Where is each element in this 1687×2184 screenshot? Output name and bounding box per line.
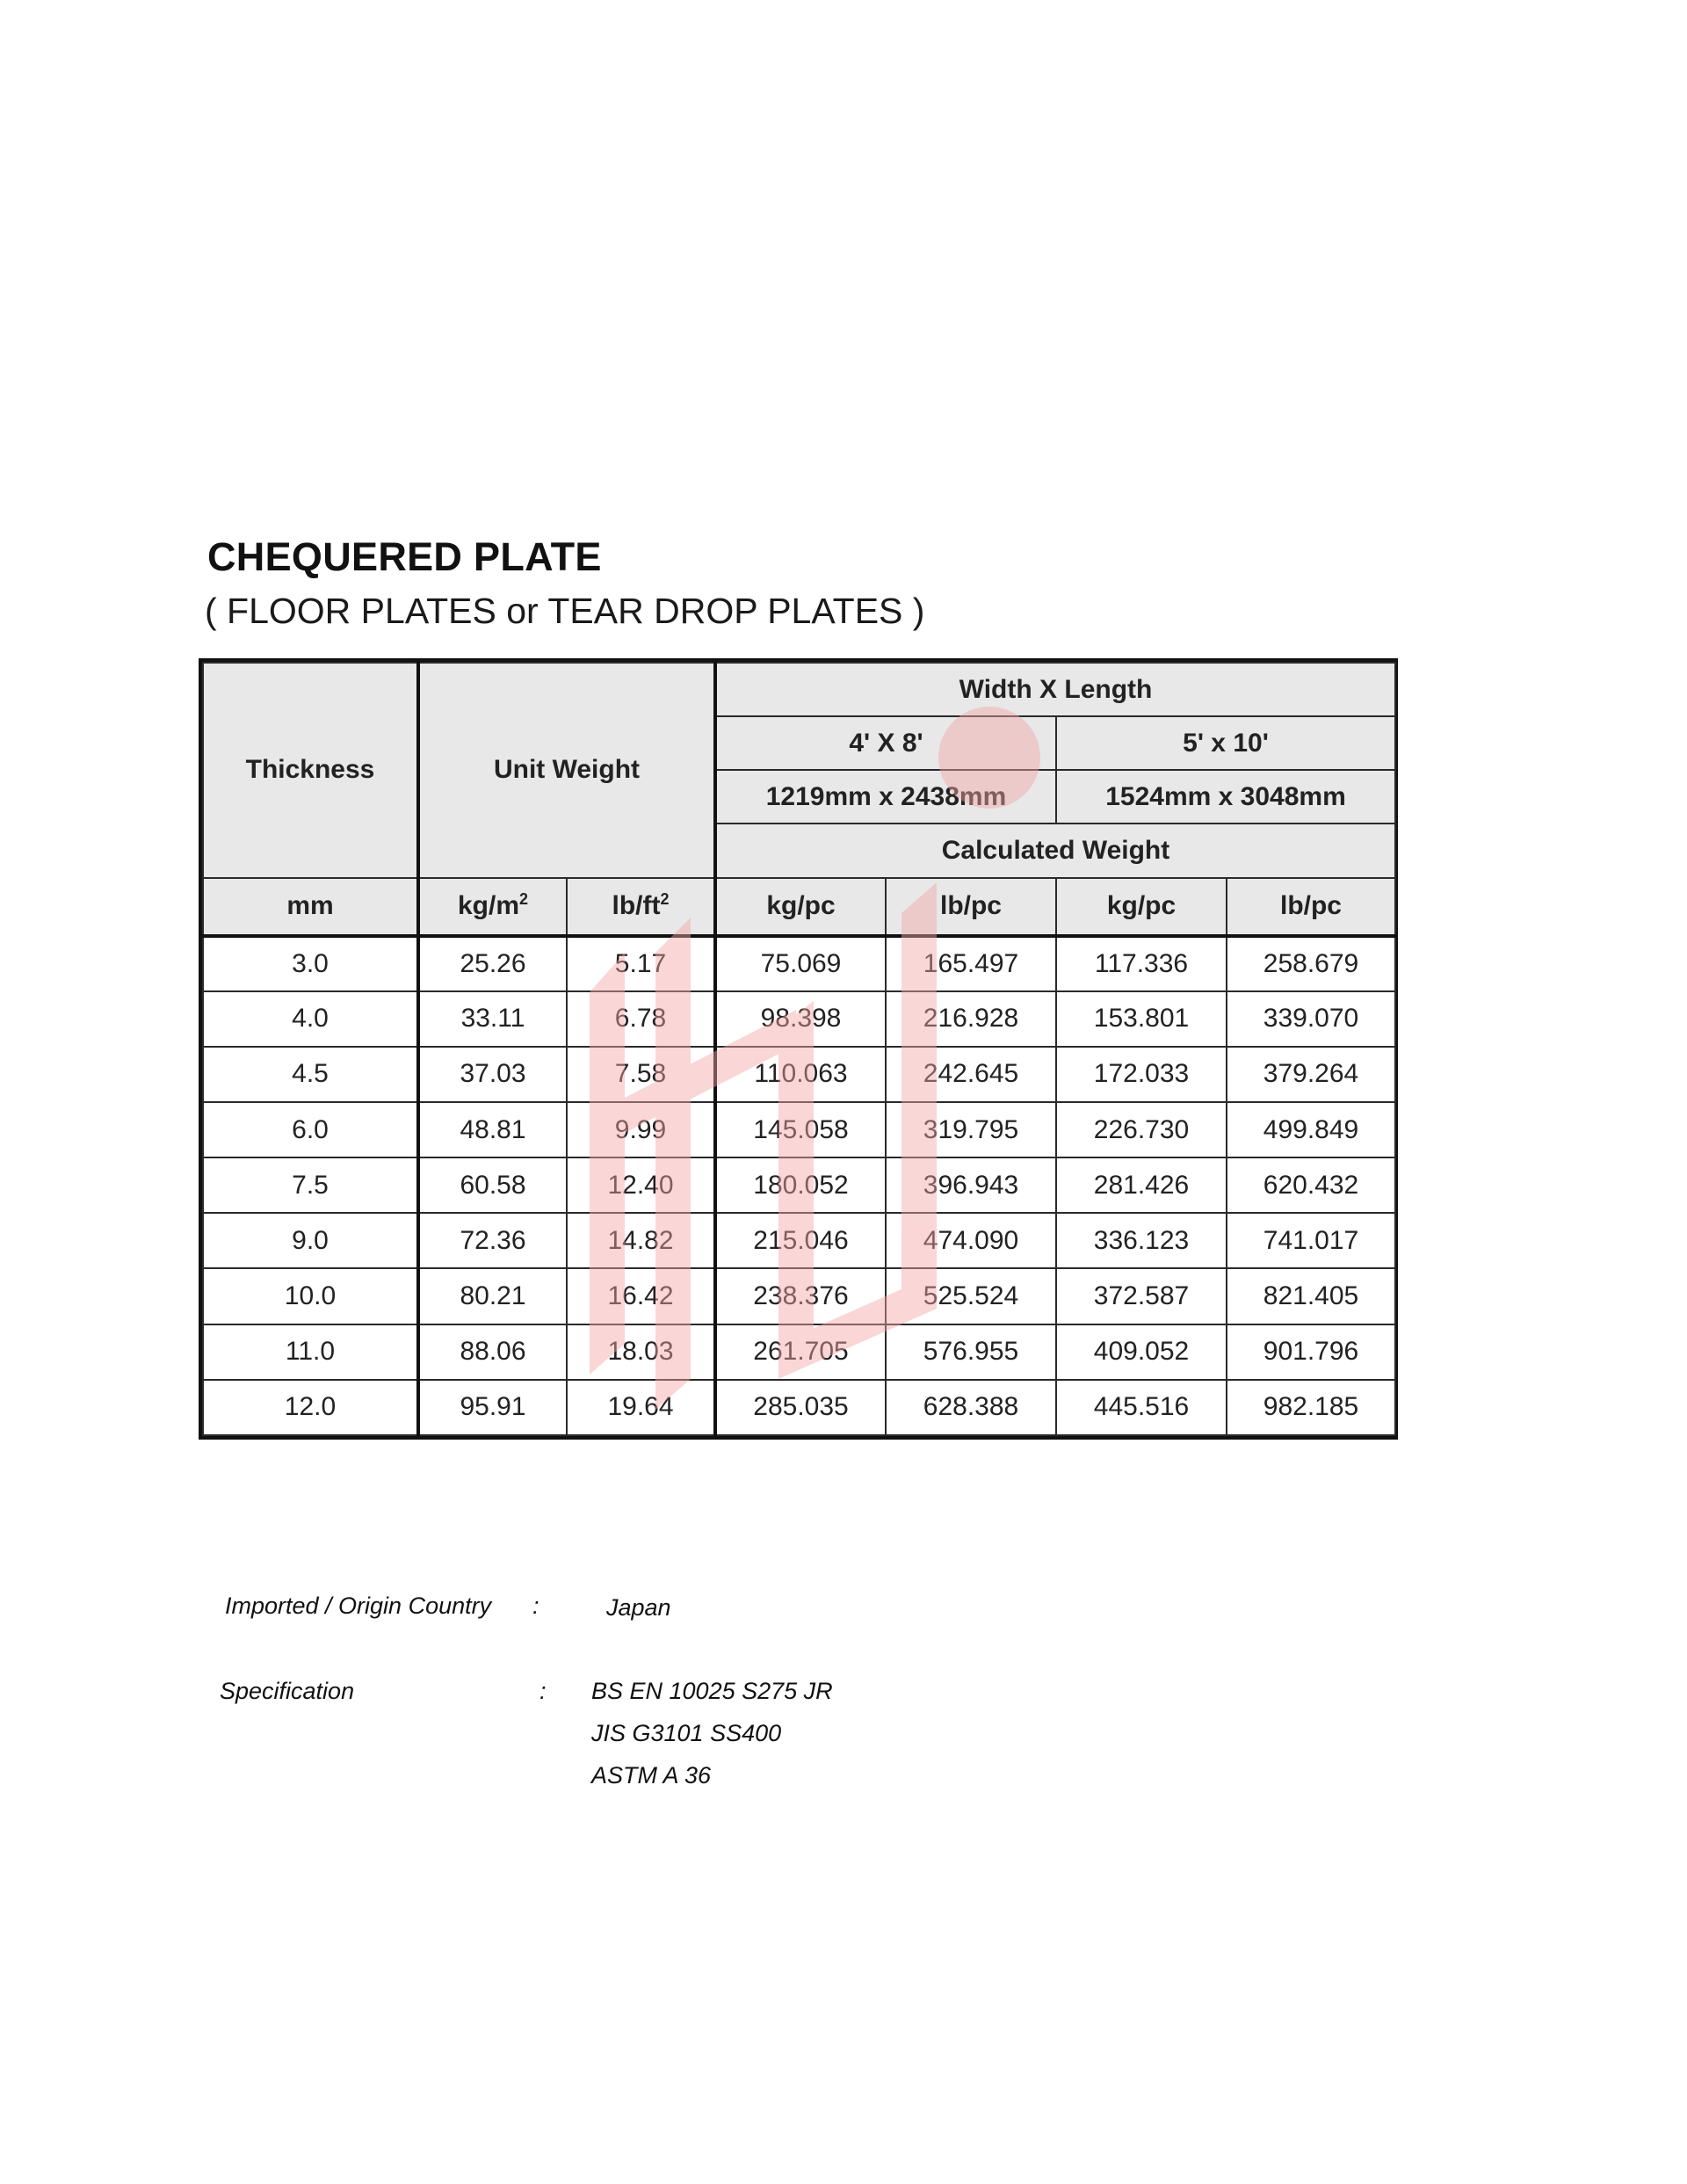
weight-table-container: [199, 658, 1398, 1440]
table-row: [203, 1157, 1395, 1213]
cell-b-lb: 499.849: [1227, 1102, 1395, 1157]
table-row: [203, 1268, 1395, 1324]
table-row: [203, 991, 1395, 1047]
cell-thickness: 11.0: [203, 1324, 418, 1380]
cell-b-kg: 172.033: [1056, 1047, 1227, 1102]
cell-thickness: 7.5: [203, 1157, 418, 1213]
cell-b-kg: 372.587: [1056, 1268, 1227, 1324]
cell-b-kg: 117.336: [1056, 936, 1227, 991]
cell-lb-ft2: 5.17: [567, 936, 715, 991]
cell-a-lb: 242.645: [886, 1047, 1056, 1102]
cell-a-lb: 576.955: [886, 1324, 1056, 1380]
cell-b-lb: 741.017: [1227, 1213, 1395, 1268]
cell-kg-m2: 60.58: [418, 1157, 567, 1213]
header-unit-weight: Unit Weight: [418, 663, 715, 878]
header-size-b-mm: 1524mm x 3048mm: [1056, 770, 1395, 824]
cell-a-kg: 261.705: [715, 1324, 886, 1380]
cell-lb-ft2: 9.99: [567, 1102, 715, 1157]
cell-a-lb: 474.090: [886, 1213, 1056, 1268]
table-row: [203, 1324, 1395, 1380]
header-calculated-weight: Calculated Weight: [715, 824, 1395, 877]
cell-a-lb: 525.524: [886, 1268, 1056, 1324]
cell-a-kg: 75.069: [715, 936, 886, 991]
cell-kg-m2: 33.11: [418, 991, 567, 1047]
unit-kg-per-m2-exp: 2: [519, 890, 529, 909]
page-title: CHEQUERED PLATE: [207, 534, 602, 579]
cell-thickness: 4.0: [203, 991, 418, 1047]
cell-thickness: 10.0: [203, 1268, 418, 1324]
specification-value: ASTM A 36: [591, 1762, 712, 1789]
cell-a-kg: 145.058: [715, 1102, 886, 1157]
unit-lb-per-ft2-base: lb/ft: [612, 891, 661, 921]
cell-b-lb: 339.070: [1227, 991, 1395, 1047]
cell-b-kg: 226.730: [1056, 1102, 1227, 1157]
table-row: [203, 1047, 1395, 1102]
cell-lb-ft2: 7.58: [567, 1047, 715, 1102]
cell-kg-m2: 25.26: [418, 936, 567, 991]
header-size-a-ft: 4' X 8': [715, 716, 1056, 770]
cell-kg-m2: 37.03: [418, 1047, 567, 1102]
cell-b-lb: 982.185: [1227, 1380, 1395, 1435]
table-row: [203, 1213, 1395, 1268]
cell-kg-m2: 88.06: [418, 1324, 567, 1380]
cell-a-kg: 180.052: [715, 1157, 886, 1213]
cell-lb-ft2: 14.82: [567, 1213, 715, 1268]
unit-kg-per-m2: [418, 878, 567, 936]
cell-thickness: 12.0: [203, 1380, 418, 1435]
cell-lb-ft2: 6.78: [567, 991, 715, 1047]
origin-label: Imported / Origin Country: [225, 1593, 492, 1619]
specification-colon: :: [539, 1678, 547, 1704]
header-size-a-mm: 1219mm x 2438mm: [715, 770, 1056, 824]
cell-lb-ft2: 12.40: [567, 1157, 715, 1213]
cell-b-lb: 620.432: [1227, 1157, 1395, 1213]
cell-lb-ft2: 19.64: [567, 1380, 715, 1435]
cell-thickness: 6.0: [203, 1102, 418, 1157]
cell-b-lb: 821.405: [1227, 1268, 1395, 1324]
cell-thickness: 4.5: [203, 1047, 418, 1102]
cell-a-kg: 215.046: [715, 1213, 886, 1268]
specification-value: JIS G3101 SS400: [591, 1720, 782, 1746]
cell-kg-m2: 48.81: [418, 1102, 567, 1157]
table-row: [203, 1380, 1395, 1435]
cell-a-kg: 110.063: [715, 1047, 886, 1102]
cell-lb-ft2: 18.03: [567, 1324, 715, 1380]
cell-kg-m2: 95.91: [418, 1380, 567, 1435]
specification-value: BS EN 10025 S275 JR: [591, 1678, 833, 1704]
cell-a-lb: 319.795: [886, 1102, 1056, 1157]
unit-b-lb-per-pc: lb/pc: [1227, 878, 1395, 936]
unit-b-kg-per-pc: kg/pc: [1056, 878, 1227, 936]
origin-colon: :: [532, 1593, 539, 1619]
cell-b-lb: 258.679: [1227, 936, 1395, 991]
specification-label: Specification: [220, 1678, 355, 1704]
cell-b-lb: 379.264: [1227, 1047, 1395, 1102]
unit-a-kg-per-pc: kg/pc: [715, 878, 886, 936]
cell-b-lb: 901.796: [1227, 1324, 1395, 1380]
cell-a-kg: 98.398: [715, 991, 886, 1047]
header-size-b-ft: 5' x 10': [1056, 716, 1395, 770]
table-row: [203, 1102, 1395, 1157]
cell-b-kg: 409.052: [1056, 1324, 1227, 1380]
cell-a-lb: 628.388: [886, 1380, 1056, 1435]
cell-thickness: 9.0: [203, 1213, 418, 1268]
origin-value: Japan: [606, 1594, 671, 1621]
header-thickness: Thickness: [203, 663, 418, 878]
cell-kg-m2: 72.36: [418, 1213, 567, 1268]
unit-a-lb-per-pc: lb/pc: [886, 878, 1056, 936]
cell-a-kg: 238.376: [715, 1268, 886, 1324]
cell-a-lb: 165.497: [886, 936, 1056, 991]
cell-kg-m2: 80.21: [418, 1268, 567, 1324]
cell-a-lb: 216.928: [886, 991, 1056, 1047]
unit-kg-per-m2-base: kg/m: [457, 891, 519, 921]
cell-lb-ft2: 16.42: [567, 1268, 715, 1324]
table-row: [203, 936, 1395, 991]
weight-table: [202, 662, 1396, 1436]
cell-b-kg: 153.801: [1056, 991, 1227, 1047]
unit-mm: mm: [203, 878, 418, 936]
header-width-x-length: Width X Length: [715, 663, 1395, 716]
cell-thickness: 3.0: [203, 936, 418, 991]
cell-b-kg: 336.123: [1056, 1213, 1227, 1268]
cell-b-kg: 281.426: [1056, 1157, 1227, 1213]
page-subtitle: ( FLOOR PLATES or TEAR DROP PLATES ): [205, 591, 925, 631]
unit-lb-per-ft2: [567, 878, 715, 936]
unit-lb-per-ft2-exp: 2: [660, 890, 670, 909]
cell-b-kg: 445.516: [1056, 1380, 1227, 1435]
cell-a-kg: 285.035: [715, 1380, 886, 1435]
cell-a-lb: 396.943: [886, 1157, 1056, 1213]
